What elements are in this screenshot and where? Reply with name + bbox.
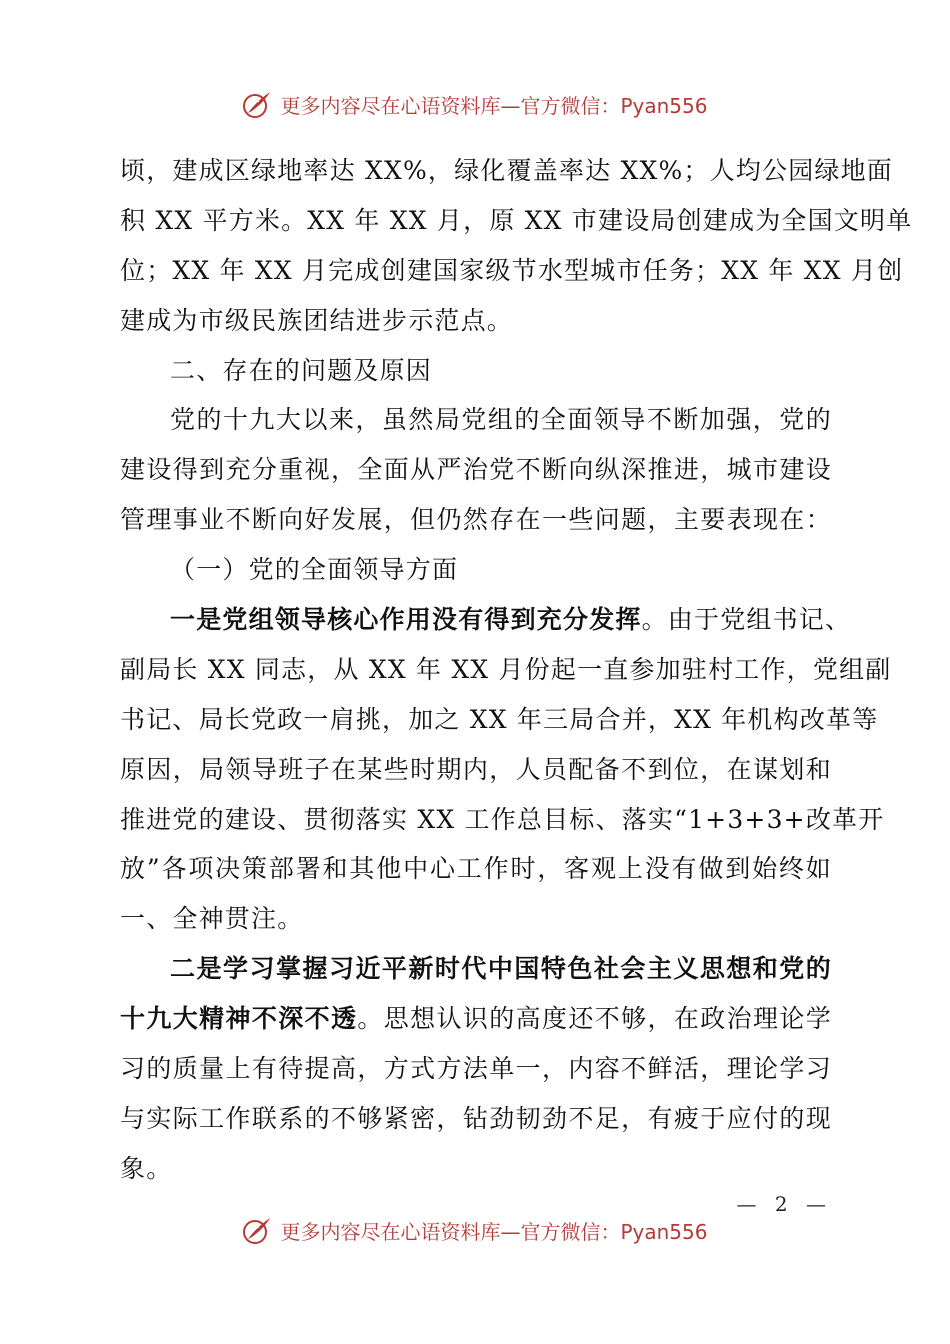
section-heading: 二、存在的问题及原因 <box>170 355 433 385</box>
point1-line: 放”各项决策部署和其他中心工作时，客观上没有做到始终如 <box>120 854 832 884</box>
intro-line: 建设得到充分重视，全面从严治党不断向纵深推进，城市建设 <box>120 455 832 485</box>
page-number: — 2 — <box>736 1192 832 1216</box>
point1-line: 原因，局领导班子在某些时期内，人员配备不到位，在谋划和 <box>120 754 832 784</box>
watermark-text: 更多内容尽在心语资料库—官方微信：Pyan556 <box>280 93 708 118</box>
watermark-banner-bottom <box>0 1210 950 1250</box>
sub-heading: （一）党的全面领导方面 <box>170 555 459 585</box>
point2-line: 象。 <box>120 1153 173 1183</box>
watermark-text: 更多内容尽在心语资料库—官方微信：Pyan556 <box>280 1219 708 1244</box>
point2-bold-title: 二是学习掌握习近平新时代中国特色社会主义思想和党的 <box>170 954 832 984</box>
point1-line: 一、全神贯注。 <box>120 904 304 934</box>
point2-second-line <box>120 994 832 1044</box>
body-line: 位；XX 年 XX 月完成创建国家级节水型城市任务；XX 年 XX 月创 <box>120 255 904 285</box>
point1-bold-title: 一是党组领导核心作用没有得到充分发挥 <box>170 605 642 635</box>
point1-first-line <box>120 595 852 645</box>
point1-line: 书记、局长党政一肩挑，加之 XX 年三局合并，XX 年机构改革等 <box>120 704 879 734</box>
document-body <box>120 146 913 1194</box>
point2-first-line <box>120 944 832 994</box>
point1-line: 副局长 XX 同志，从 XX 年 XX 月份起一直参加驻村工作，党组副 <box>120 654 892 684</box>
body-line: 积 XX 平方米。XX 年 XX 月，原 XX 市建设局创建成为全国文明单 <box>120 205 913 235</box>
point1-first-rest: 。由于党组书记、 <box>641 605 852 635</box>
watermark-banner-top <box>0 84 950 124</box>
body-line: 建成为市级民族团结进步示范点。 <box>120 305 514 335</box>
point2-second-rest: 。思想认识的高度还不够，在政治理论学 <box>357 1004 832 1034</box>
quill-logo-icon <box>242 89 272 119</box>
body-line: 顷，建成区绿地率达 XX%，绿化覆盖率达 XX%；人均公园绿地面 <box>120 156 893 185</box>
point2-line: 习的质量上有待提高，方式方法单一，内容不鲜活，理论学习 <box>120 1054 832 1084</box>
point2-line: 与实际工作联系的不够紧密，钻劲韧劲不足，有疲于应付的现 <box>120 1103 832 1133</box>
point2-bold-title-cont: 十九大精神不深不透 <box>120 1004 358 1034</box>
intro-line: 党的十九大以来，虽然局党组的全面领导不断加强，党的 <box>170 405 832 435</box>
intro-line: 管理事业不断向好发展，但仍然存在一些问题，主要表现在： <box>120 505 832 535</box>
quill-logo-icon <box>242 1215 272 1245</box>
point1-line: 推进党的建设、贯彻落实 XX 工作总目标、落实“1+3+3+改革开 <box>120 804 885 834</box>
